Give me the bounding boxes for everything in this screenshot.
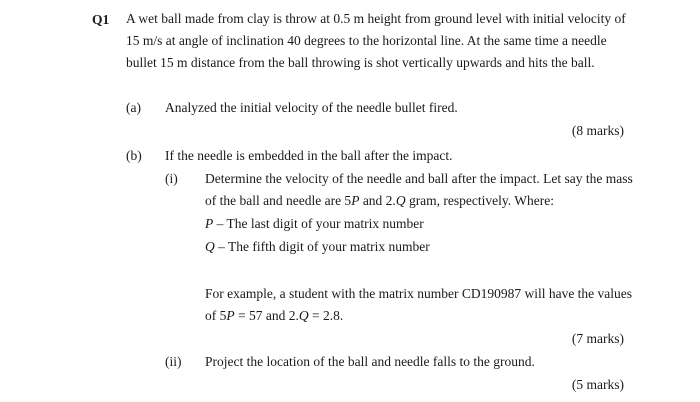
sub-ii-text: Project the location of the ball and needle falls to the ground. bbox=[205, 354, 535, 369]
example-var-q: Q bbox=[298, 308, 309, 323]
example-pre: of 5 bbox=[205, 308, 227, 323]
part-b-label: (b) bbox=[126, 148, 142, 163]
definition-p-text: – The last digit of your matrix number bbox=[213, 216, 424, 231]
part-b-text: If the needle is embedded in the ball after the impact. bbox=[165, 148, 453, 163]
example-var-p: P bbox=[226, 308, 235, 323]
example-line-2 bbox=[205, 306, 343, 326]
sub-i-line-2 bbox=[205, 191, 554, 211]
intro-line-1: A wet ball made from clay is throw at 0.5 m height from ground level with initial velocity of bbox=[126, 11, 626, 26]
sub-i-line-2-pre: of the ball and needle are 5 bbox=[205, 193, 352, 208]
var-p: P bbox=[351, 193, 360, 208]
question-number: Q1 bbox=[92, 12, 110, 27]
sub-i-line-2-mid: and 2. bbox=[359, 193, 396, 208]
part-a-label: (a) bbox=[126, 100, 141, 115]
var-q: Q bbox=[395, 193, 406, 208]
sub-i-line-2-post: gram, respectively. Where: bbox=[405, 193, 554, 208]
sub-i-line-1: Determine the velocity of the needle and ball after the impact. Let say the mass bbox=[205, 171, 633, 186]
example-mid: = 57 and 2. bbox=[234, 308, 299, 323]
definition-p-var: P bbox=[205, 216, 214, 231]
sub-i-marks: (7 marks) bbox=[571, 331, 624, 346]
sub-ii-label: (ii) bbox=[165, 354, 182, 369]
sub-i-label: (i) bbox=[165, 171, 178, 186]
part-a-text: Analyzed the initial velocity of the needle bullet fired. bbox=[165, 100, 458, 115]
sub-ii-marks: (5 marks) bbox=[571, 377, 624, 392]
intro-line-3: bullet 15 m distance from the ball throwing is shot vertically upwards and hits the ball. bbox=[126, 55, 595, 70]
definition-p bbox=[205, 214, 424, 234]
part-a-marks: (8 marks) bbox=[571, 123, 624, 138]
definition-q-text: – The fifth digit of your matrix number bbox=[214, 239, 430, 254]
definition-q bbox=[205, 237, 430, 257]
intro-line-2: 15 m/s at angle of inclination 40 degrees to the horizontal line. At the same time a needle bbox=[126, 33, 607, 48]
example-post: = 2.8. bbox=[308, 308, 344, 323]
example-line-1: For example, a student with the matrix number CD190987 will have the values bbox=[205, 286, 633, 301]
definition-q-var: Q bbox=[205, 239, 215, 254]
